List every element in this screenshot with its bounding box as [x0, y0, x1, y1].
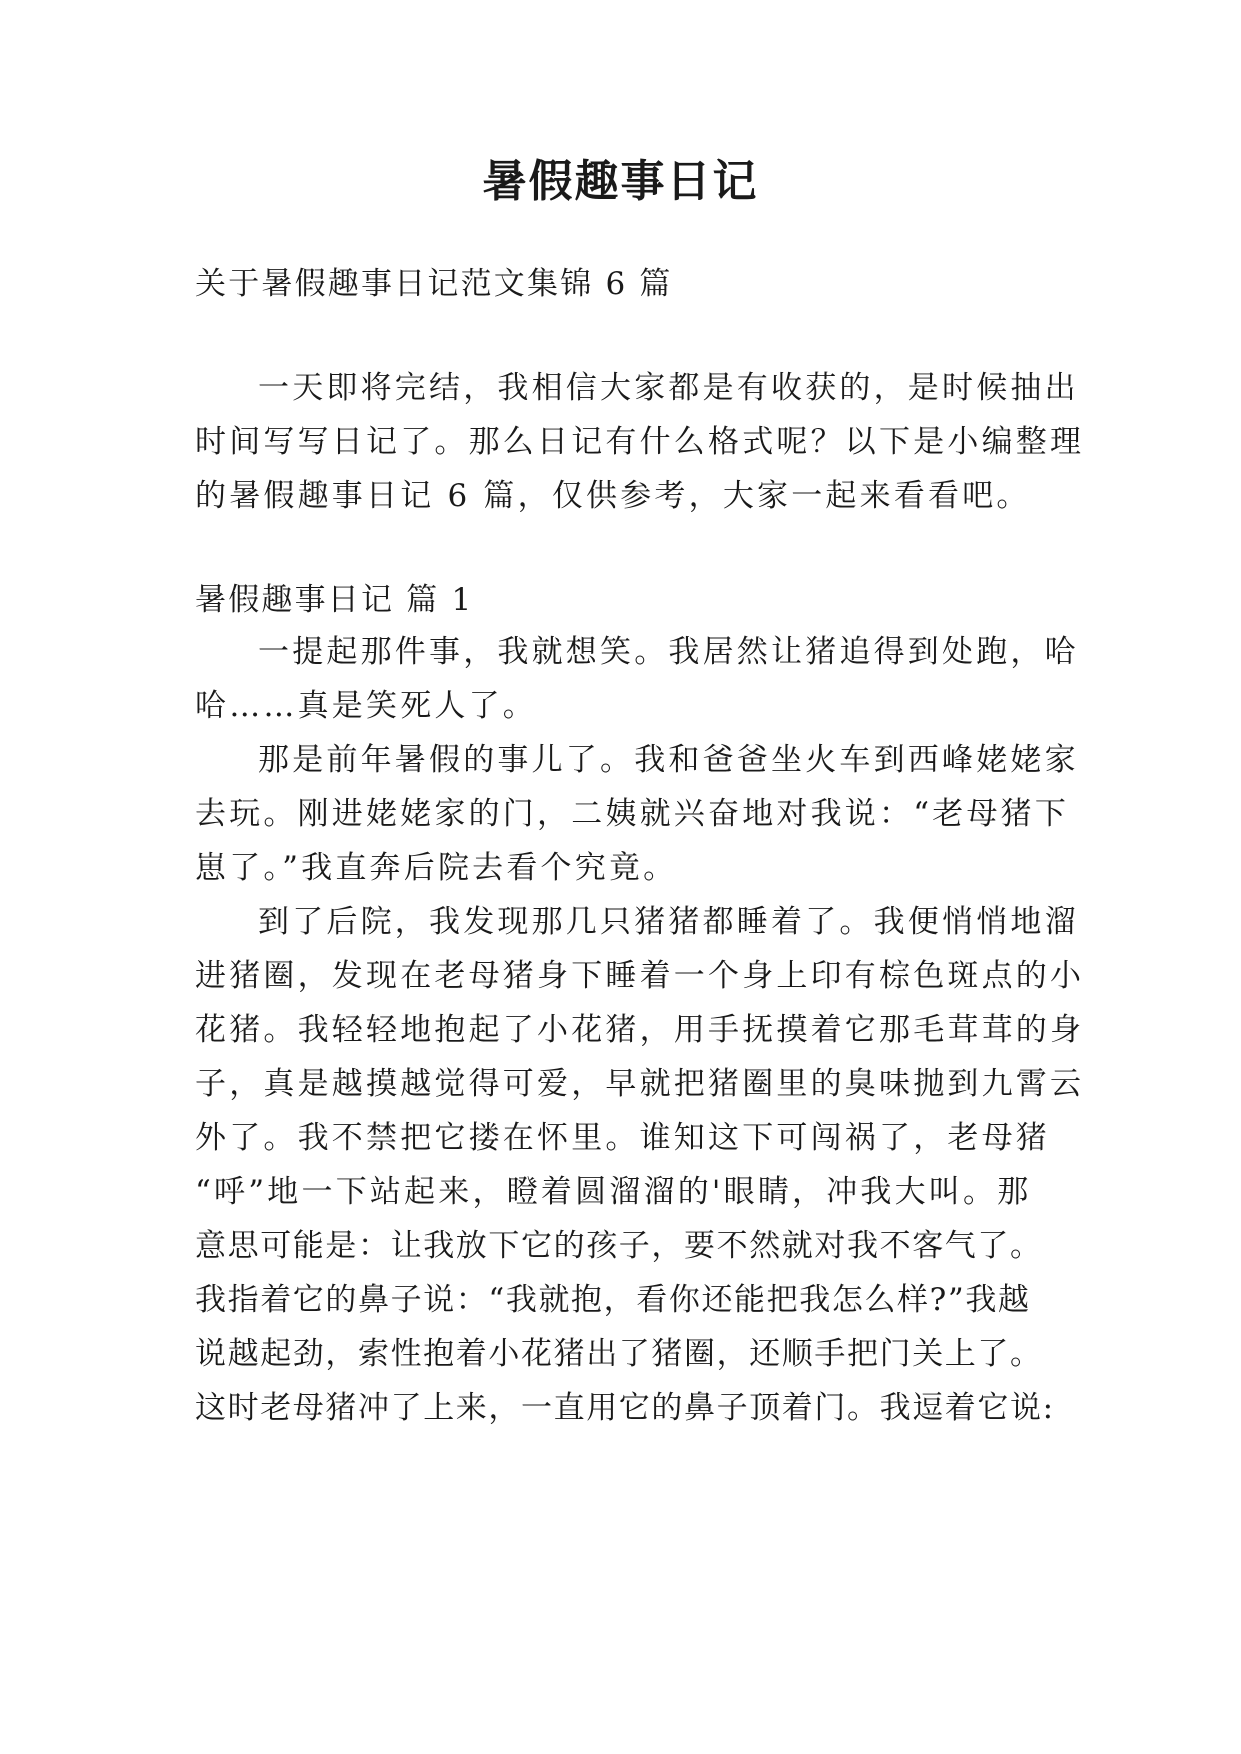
paragraph-line: 崽了。”我直奔后院去看个究竟。: [195, 850, 678, 886]
paragraph-line: “呼”地一下站起来，瞪着圆溜溜的'眼睛，冲我大叫。那: [195, 1174, 1032, 1210]
paragraph-line: 这时老母猪冲了上来，一直用它的鼻子顶着门。我逗着它说:: [195, 1390, 1055, 1426]
paragraph-line: 说越起劲，索性抱着小花猪出了猪圈，还顺手把门关上了。: [195, 1336, 1043, 1372]
intro-line: 一天即将完结，我相信大家都是有收获的，是时候抽出: [258, 370, 1079, 406]
paragraph-line: 哈……真是笑死人了。: [195, 688, 537, 724]
paragraph-line: 外了。我不禁把它搂在怀里。谁知这下可闯祸了，老母猪: [195, 1120, 1050, 1156]
section-heading: 暑假趣事日记 篇 1: [195, 582, 474, 618]
paragraph-line: 花猪。我轻轻地抱起了小花猪，用手抚摸着它那毛茸茸的身: [195, 1012, 1085, 1048]
paragraph-line: 意思可能是：让我放下它的孩子，要不然就对我不客气了。: [195, 1228, 1043, 1264]
paragraph-line: 进猪圈，发现在老母猪身下睡着一个身上印有棕色斑点的小: [195, 958, 1085, 994]
paragraph-line: 子，真是越摸越觉得可爱，早就把猪圈里的臭味抛到九霄云: [195, 1066, 1085, 1102]
paragraph-line: 我指着它的鼻子说：“我就抱，看你还能把我怎么样?”我越: [195, 1282, 1031, 1318]
paragraph-line: 那是前年暑假的事儿了。我和爸爸坐火车到西峰姥姥家: [258, 742, 1079, 778]
intro-line: 时间写写日记了。那么日记有什么格式呢？以下是小编整理: [195, 424, 1085, 460]
document-title: 暑假趣事日记: [482, 156, 759, 207]
intro-line: 的暑假趣事日记 6 篇，仅供参考，大家一起来看看吧。: [195, 478, 1031, 514]
paragraph-line: 去玩。刚进姥姥家的门，二姨就兴奋地对我说：“老母猪下: [195, 796, 1070, 832]
paragraph-line: 一提起那件事，我就想笑。我居然让猪追得到处跑，哈: [258, 634, 1079, 670]
paragraph-line: 到了后院，我发现那几只猪猪都睡着了。我便悄悄地溜: [258, 904, 1079, 940]
document-subtitle: 关于暑假趣事日记范文集锦 6 篇: [195, 266, 673, 302]
